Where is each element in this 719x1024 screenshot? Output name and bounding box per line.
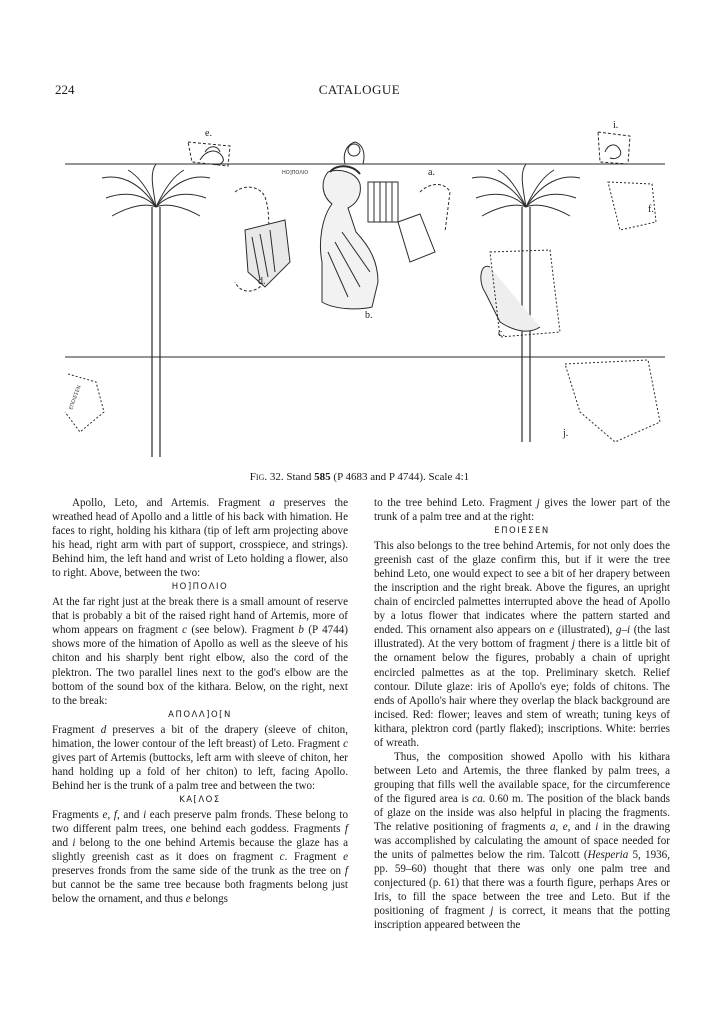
paragraph-1: Apollo, Leto, and Artemis. Fragment a preserves the wreathed head of Apollo and a little of his back with himation. He faces to right, holding his kithara (tip of left arm projecting above his head, right arm with part of support, crosspiece, and strings). Behind him, the left hand and wrist of Leto holding a flower, also to right. Above, between the two: — [52, 497, 348, 580]
palmette-fragment-i — [598, 132, 630, 164]
running-title: CATALOGUE — [318, 82, 401, 97]
caption-prefix: Fig. 32. — [249, 471, 284, 483]
fragment-j-outline — [565, 360, 660, 442]
caption-stand: 585 — [314, 471, 331, 483]
lotus-ornament — [344, 142, 364, 164]
palmette-fragment-e — [188, 142, 230, 166]
palm-tree-left — [102, 164, 210, 457]
paragraph-7: Thus, the composition showed Apollo with his kithara between Leto and Artemis, the three flanked by palm trees, a grouping that fills well the available space, for the circumference of the figured area is ca. 0.60 m. The position of the black bands of glaze on the inside was also helpful in placing the fragments. The relative positioning of fragments a, e, and i in the drawing was accomplished by calculating the amount of space needed for the units of palmettes below the rim. Talcott (Hesperia 5, 1936, pp. 59–60) thought that there was only one palm tree and conjectured (p. 61) that there was a fourth figure, perhaps Ares or Iris, to fill the space between the tree and Leto. But if the positioning of fragment j is correct, it means that the potting inscription appeared between the — [374, 750, 671, 932]
page-number: 224 — [55, 82, 75, 97]
inscription-2: AΠOΛΛ]O[N — [168, 709, 232, 720]
paragraph-5: to the tree behind Leto. Fragment j gives the lower part of the trunk of a palm tree and at the right: — [374, 497, 670, 524]
paragraph-4: Fragments e, f, and i each preserve palm fronds. These belong to two different palm trees, one behind each goddess. Fragments f and i belong to the one behind Artemis because the glaze has a slightly greenish cast as it does on fragment c. Fragment e preserves fronds from the same side of the trunk as the tree on f but cannot be the same tree because both fragments belong just below the ornament, and thus e belongs — [52, 808, 349, 906]
label-d: d. — [258, 276, 266, 287]
inscription-3: KA[ΛOΣ — [179, 794, 221, 805]
caption-text-b: (P 4683 and P 4744). Scale 4:1 — [330, 471, 470, 483]
figure-drawing — [60, 112, 670, 457]
caption-text-a: Stand — [283, 471, 315, 483]
drawn-inscription-apollo: HO]ΠOΛΙΟ — [282, 170, 309, 176]
leto-drapery-fragment-d — [245, 220, 290, 287]
figure-caption — [0, 471, 719, 483]
fragment-drawing-svg — [60, 112, 670, 457]
kithara — [368, 182, 435, 262]
left-column — [52, 496, 348, 906]
paragraph-3: Fragment d preserves a bit of the drapery (sleeve of chiton, himation, the lower contour of the left breast) of Leto. Fragment c gives part of Artemis (buttocks, left arm with sleeve of chiton, her hand holding up a fold of her chiton) to left, facing Apollo. Behind her is the trunk of a palm tree and between the two: — [52, 723, 349, 792]
label-a: a. — [428, 167, 435, 178]
drawn-inscription-potter: ΕΠΟΙΕΣΕΝ — [68, 384, 83, 411]
paragraph-2: At the far right just at the break there is a small amount of reserve that is probably a bit of the raised right hand of Artemis, more of whom appears on fragment c (see below). Fragment b (P 4744) shows more of the himation of Apollo as well as the sleeve of his chiton and his sharply bent right elbow, also the cord of the plektron. The two parallel lines next to the god's elbow are the bottom of the sound box of the kithara. Below, on the right, next to the break: — [52, 596, 348, 707]
label-f: f. — [648, 204, 654, 215]
label-e: e. — [205, 128, 212, 139]
right-column — [374, 496, 670, 932]
label-j: j. — [563, 428, 569, 439]
inscription-4: ΕΠΟΙΕΣΕΝ — [494, 526, 550, 537]
paragraph-6: This also belongs to the tree behind Artemis, for not only does the greenish cast of the glaze confirm this, but if it were the tree behind Leto, one would expect to see a bit of her drapery between the inscription and the right break. Above the figures, an upright chain of encircled palmettes interrupted above the head of Apollo by a lotus flower that indicates where the pattern started and ended. This ornament also appears on e (illustrated), g–i (the last illustrated). At the very bottom of fragment j there is a little bit of the ornament below the figures, probably a chain of upright encircled palmettes as at the top. Preliminary sketch. Relief contour. Dilute glaze: iris of Apollo's eye; folds of chitons. The ends of Apollo's hair where they overlap the black background are incised. Red: flower; leaves and stem of wreath; tuning keys of kithara, plektron cord (partly flaked); inscriptions. White: berries of wreath. — [374, 540, 670, 749]
palm-tree-right — [472, 164, 580, 442]
label-i: i. — [613, 120, 619, 131]
label-b: b. — [365, 310, 373, 321]
label-c: c. — [498, 328, 505, 339]
inscription-1: HO]ΠOΛΙΟ — [171, 582, 229, 593]
